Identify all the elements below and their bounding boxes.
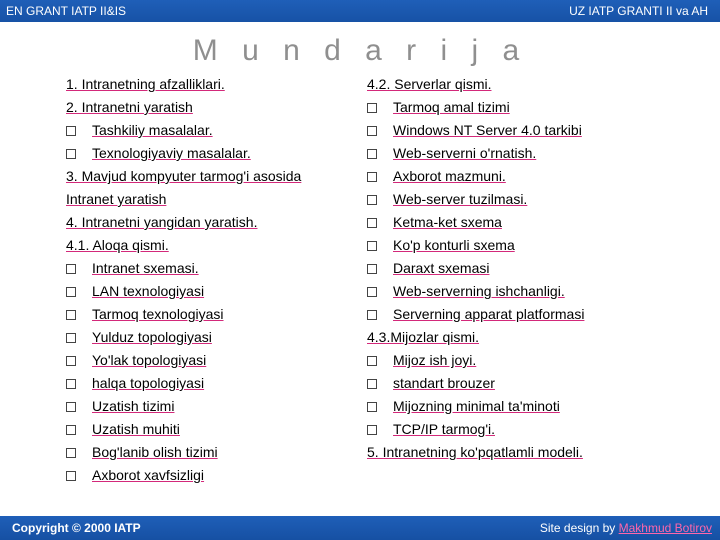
toc-link[interactable]: LAN texnologiyasi	[92, 283, 205, 299]
author-link[interactable]: Makhmud Botirov	[618, 521, 712, 535]
square-bullet-icon	[367, 356, 377, 366]
toc-link[interactable]: 3. Mavjud kompyuter tarmog'i asosida Intranet yaratish	[66, 168, 302, 207]
square-bullet-icon	[367, 149, 377, 159]
toc-link[interactable]: Bog'lanib olish tizimi	[92, 444, 218, 460]
square-bullet-icon	[66, 149, 76, 159]
copyright-text: Copyright © 2000 IATP	[12, 521, 141, 535]
toc-item	[66, 119, 351, 142]
toc-item	[66, 418, 351, 441]
toc-link[interactable]: Web-server tuzilmasi.	[393, 191, 528, 207]
toc-link[interactable]: Yo'lak topologiyasi	[92, 352, 207, 368]
page-title: M u n d a r i j a	[192, 34, 528, 67]
square-bullet-icon	[66, 310, 76, 320]
square-bullet-icon	[66, 264, 76, 274]
toc-link[interactable]: 4.2. Serverlar qismi.	[367, 76, 492, 92]
square-bullet-icon	[66, 425, 76, 435]
square-bullet-icon	[66, 471, 76, 481]
toc-item	[367, 96, 697, 119]
toc-item	[367, 188, 697, 211]
header-right-text: UZ IATP GRANTI II va AH	[569, 4, 708, 18]
top-bar	[0, 0, 720, 22]
square-bullet-icon	[66, 379, 76, 389]
square-bullet-icon	[66, 448, 76, 458]
header-left-text: EN GRANT IATP II&IS	[6, 4, 127, 18]
square-bullet-icon	[367, 241, 377, 251]
toc-link[interactable]: halqa topologiyasi	[92, 375, 205, 391]
toc-link[interactable]: Daraxt sxemasi	[393, 260, 490, 276]
toc-item	[367, 211, 697, 234]
square-bullet-icon	[66, 356, 76, 366]
toc-link[interactable]: 1. Intranetning afzalliklari.	[66, 76, 225, 92]
toc-left-column	[66, 73, 351, 487]
toc-link[interactable]: Serverning apparat platformasi	[393, 306, 585, 322]
toc-item	[66, 395, 351, 418]
toc-item	[367, 234, 697, 257]
square-bullet-icon	[367, 264, 377, 274]
toc-item	[367, 280, 697, 303]
toc-item	[66, 349, 351, 372]
toc-right-column	[367, 73, 697, 464]
toc-item	[367, 165, 697, 188]
toc-item	[66, 326, 351, 349]
toc-link[interactable]: Yulduz topologiyasi	[92, 329, 212, 345]
toc-item	[66, 441, 351, 464]
square-bullet-icon	[367, 172, 377, 182]
toc-link[interactable]: Mijozning minimal ta'minoti	[393, 398, 560, 414]
toc-link[interactable]: 4.1. Aloqa qismi.	[66, 237, 169, 253]
toc-link[interactable]: Ko'p konturli sxema	[393, 237, 515, 253]
toc-link[interactable]: Tashkiliy masalalar.	[92, 122, 213, 138]
toc-item	[367, 73, 697, 96]
toc-link[interactable]: Tarmoq amal tizimi	[393, 99, 510, 115]
toc-link[interactable]: Mijoz ish joyi.	[393, 352, 477, 368]
toc-item	[367, 303, 697, 326]
toc-item	[66, 257, 351, 280]
square-bullet-icon	[66, 287, 76, 297]
toc-link[interactable]: Web-serverni o'rnatish.	[393, 145, 537, 161]
toc-item	[367, 441, 697, 464]
toc-item	[367, 372, 697, 395]
square-bullet-icon	[66, 402, 76, 412]
toc-link[interactable]: TCP/IP tarmog'i.	[393, 421, 495, 437]
toc-item	[66, 234, 351, 257]
toc-item	[367, 142, 697, 165]
toc-item	[367, 395, 697, 418]
toc-link[interactable]: 4.3.Mijozlar qismi.	[367, 329, 480, 345]
square-bullet-icon	[367, 402, 377, 412]
toc-item	[66, 464, 351, 487]
toc-item	[367, 418, 697, 441]
site-design-credit	[540, 521, 712, 535]
toc-link[interactable]: Web-serverning ishchanligi.	[393, 283, 565, 299]
toc-link[interactable]: standart brouzer	[393, 375, 495, 391]
toc-link[interactable]: Windows NT Server 4.0 tarkibi	[393, 122, 582, 138]
toc-item	[66, 142, 351, 165]
toc-item	[66, 372, 351, 395]
toc-link[interactable]: Uzatish tizimi	[92, 398, 175, 414]
toc-item	[66, 96, 351, 119]
toc-link[interactable]: 4. Intranetni yangidan yaratish.	[66, 214, 258, 230]
toc-item	[66, 165, 351, 211]
square-bullet-icon	[367, 126, 377, 136]
toc-item	[367, 349, 697, 372]
square-bullet-icon	[367, 379, 377, 389]
toc-link[interactable]: Intranet sxemasi.	[92, 260, 199, 276]
square-bullet-icon	[66, 333, 76, 343]
toc-link[interactable]: Axborot xavfsizligi	[92, 467, 205, 483]
square-bullet-icon	[367, 287, 377, 297]
toc-link[interactable]: 2. Intranetni yaratish	[66, 99, 193, 115]
square-bullet-icon	[367, 218, 377, 228]
toc-link[interactable]: Uzatish muhiti	[92, 421, 180, 437]
square-bullet-icon	[367, 425, 377, 435]
toc-item	[66, 280, 351, 303]
square-bullet-icon	[367, 103, 377, 113]
toc-item	[66, 73, 351, 96]
toc-link[interactable]: 5. Intranetning ko'pqatlamli modeli.	[367, 444, 583, 460]
square-bullet-icon	[66, 126, 76, 136]
footer-bar	[0, 516, 720, 540]
toc-link[interactable]: Texnologiyaviy masalalar.	[92, 145, 251, 161]
toc-item	[66, 211, 351, 234]
square-bullet-icon	[367, 310, 377, 320]
toc-link[interactable]: Axborot mazmuni.	[393, 168, 506, 184]
square-bullet-icon	[367, 195, 377, 205]
toc-item	[367, 119, 697, 142]
toc-item	[367, 326, 697, 349]
toc-item	[66, 303, 351, 326]
design-prefix: Site design by	[539, 521, 616, 535]
toc-link[interactable]: Ketma-ket sxema	[393, 214, 502, 230]
toc-link[interactable]: Tarmoq texnologiyasi	[92, 306, 224, 322]
toc-item	[367, 257, 697, 280]
